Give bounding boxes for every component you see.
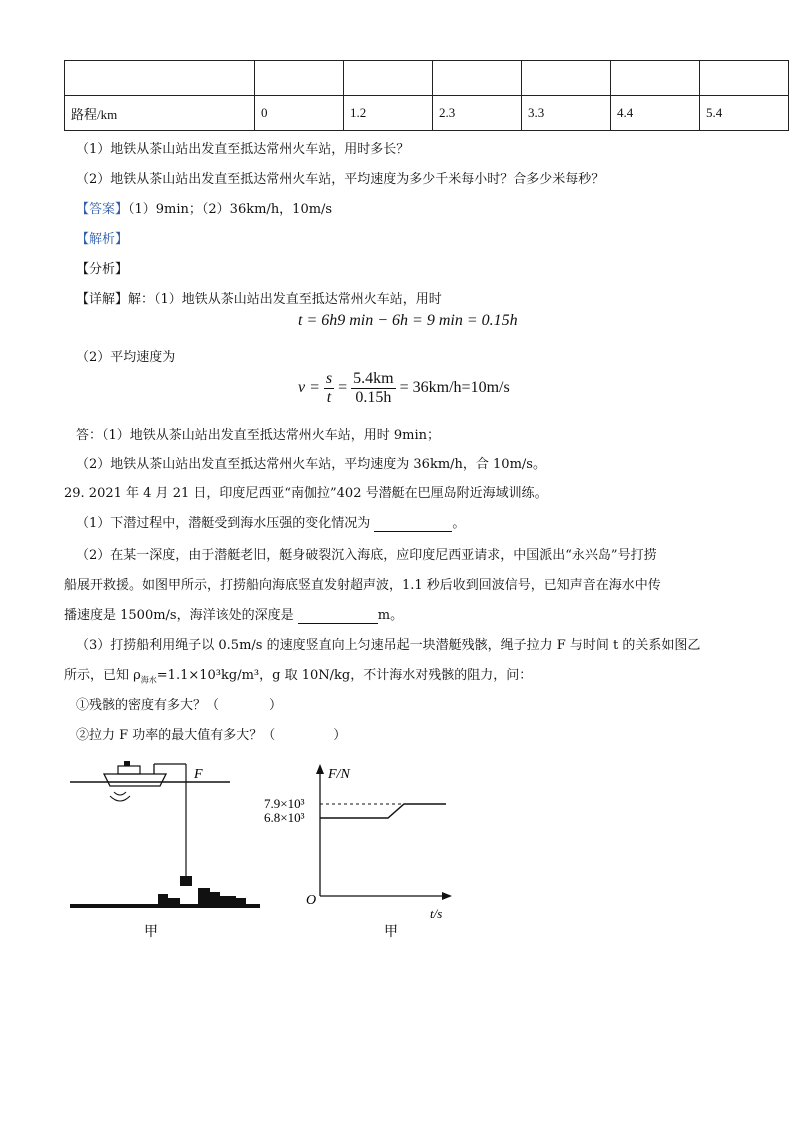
y-axis-arrow-icon xyxy=(316,764,324,774)
fenxi-tag: 【分析】 xyxy=(76,262,129,277)
table-cell xyxy=(611,61,700,96)
answer-blank xyxy=(374,516,452,532)
x-axis-arrow-icon xyxy=(442,892,452,900)
answer-text: （1）9min；（2）36km/h，10m/s xyxy=(128,202,333,217)
distance-table xyxy=(64,60,789,131)
fraction-s-t: $\frac{s}{t}$ xyxy=(325,370,333,406)
left-figure-caption: 甲 xyxy=(144,924,158,940)
right-figure-caption: 甲 xyxy=(384,924,398,940)
equation-speed: v = $\frac{s}{t}$ = $\frac{5.4km}{0.15h}$ = 36km/h=10m/s xyxy=(298,370,510,406)
force-curve xyxy=(320,804,446,818)
table-header-row xyxy=(65,61,789,96)
q29-question-a: ①残骸的密度有多大？（ ） xyxy=(76,698,283,713)
table-cell: 0 xyxy=(255,96,344,131)
seabed-debris xyxy=(158,888,246,904)
table-cell: 2.3 xyxy=(433,96,522,131)
table-cell: 1.2 xyxy=(344,96,433,131)
wreckage-block xyxy=(180,876,192,886)
row-label: 路程/km xyxy=(65,96,255,131)
answer-blank xyxy=(298,608,378,624)
level-low-label: 6.8×10³ xyxy=(264,810,305,825)
level-high-label: 7.9×10³ xyxy=(264,796,305,811)
y-axis-label: F/N xyxy=(328,767,350,782)
table-cell xyxy=(344,61,433,96)
q29-sub2-line2: 船展开救援。如图甲所示，打捞船向海底竖直发射超声波，1.1 秒后收到回波信号，已知声音在海水中传 xyxy=(64,578,661,593)
ship-icon xyxy=(104,761,186,876)
table-cell xyxy=(522,61,611,96)
table-cell: 5.4 xyxy=(700,96,789,131)
sound-wave-icon xyxy=(110,792,130,801)
table-cell xyxy=(433,61,522,96)
conclusion-2: （2）地铁从茶山站出发直至抵达常州火车站，平均速度为 36km/h，合 10m/s。 xyxy=(76,457,546,472)
force-label: F xyxy=(194,767,203,782)
table-cell xyxy=(255,61,344,96)
q28-answer xyxy=(76,198,332,217)
speed-intro: （2）平均速度为 xyxy=(76,350,176,365)
equation-time: t = 6h9 min − 6h = 9 min = 0.15h xyxy=(298,312,518,329)
x-axis-label: t/s xyxy=(430,906,443,921)
conclusion-1: 答：（1）地铁从茶山站出发直至抵达常州火车站，用时 9min； xyxy=(76,428,441,443)
table-cell: 3.3 xyxy=(522,96,611,131)
q29-sub2-line3: 播速度是 1500m/s，海洋该处的深度是 m。 xyxy=(64,608,404,623)
q28-sub1: （1）地铁从茶山站出发直至抵达常州火车站，用时多长？ xyxy=(76,142,410,157)
table-cell xyxy=(700,61,789,96)
q29-sub2-line1: （2）在某一深度，由于潜艇老旧，艇身破裂沉入海底，应印度尼西亚请求，中国派出“永兴岛”号打捞 xyxy=(76,548,657,563)
table-row xyxy=(65,96,789,131)
q29-sub3-line2: 所示，已知 $\rho_{海水}=1.1\times 10^3kg/m^3$，g 取 10N/kg，不计海水对残骸的阻力，问： xyxy=(64,668,533,685)
fraction-values: $\frac{5.4km}{0.15h}$ xyxy=(353,370,394,406)
figure-force-time-graph xyxy=(260,756,460,946)
figure-salvage-ship xyxy=(70,756,260,946)
analysis-tag: 【解析】 xyxy=(76,232,129,247)
detail-intro: 【详解】解：（1）地铁从茶山站出发直至抵达常州火车站，用时 xyxy=(76,292,442,307)
origin-label: O xyxy=(306,893,317,908)
q29-question-b: ②拉力 F 功率的最大值有多大？（ ） xyxy=(76,728,347,743)
table-cell: 4.4 xyxy=(611,96,700,131)
table-cell xyxy=(65,61,255,96)
q29-stem: 29. 2021 年 4 月 21 日，印度尼西亚“南伽拉”402 号潜艇在巴厘岛附近海域训练。 xyxy=(64,486,548,501)
answer-tag: 【答案】 xyxy=(76,202,129,217)
q28-sub2: （2）地铁从茶山站出发直至抵达常州火车站，平均速度为多少千米每小时？合多少米每秒？ xyxy=(76,172,605,187)
q29-sub3-line1: （3）打捞船利用绳子以 0.5m/s 的速度竖直向上匀速吊起一块潜艇残骸，绳子拉力 F 与时间 t 的关系如图乙 xyxy=(76,638,701,653)
q29-sub1: （1）下潜过程中，潜艇受到海水压强的变化情况为 。 xyxy=(76,516,466,531)
